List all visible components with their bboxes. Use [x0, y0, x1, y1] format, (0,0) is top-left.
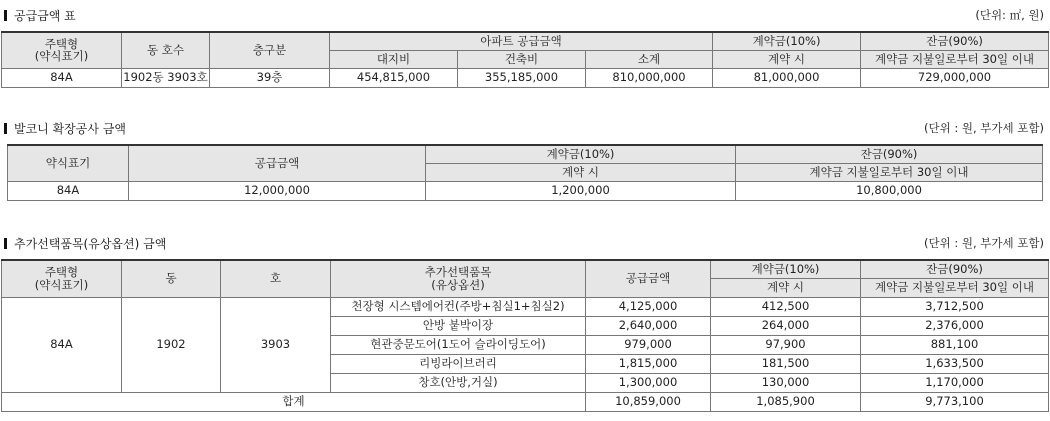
cell-supply-price: 1,815,000 — [586, 354, 711, 373]
total-deposit: 1,085,900 — [711, 392, 861, 411]
header-apt-price: 아파트 공급금액 — [330, 32, 713, 50]
header-deposit-timing: 계약 시 — [711, 278, 861, 297]
total-balance: 9,773,100 — [861, 392, 1049, 411]
cell-balance: 10,800,000 — [736, 181, 1043, 200]
cell-option-item: 창호(안방,거실) — [331, 373, 586, 392]
cell-deposit: 412,500 — [711, 297, 861, 316]
header-deposit: 계약금(10%) — [713, 32, 861, 50]
total-supply-price: 10,859,000 — [586, 392, 711, 411]
cell-option-item: 현관중문도어(1도어 슬라이딩도어) — [331, 335, 586, 354]
cell-option-item: 천장형 시스템에어컨(주방+침실1+침실2) — [331, 297, 586, 316]
cell-type: 84A — [8, 181, 129, 200]
header-deposit: 계약금(10%) — [711, 260, 861, 278]
cell-balance: 1,633,500 — [861, 354, 1049, 373]
total-row — [2, 392, 1049, 411]
section-title-options: 추가선택품목(유상옵션) 금액 — [4, 235, 166, 252]
header-dong-ho: 동 호수 — [122, 32, 210, 68]
cell-type: 84A — [2, 68, 122, 87]
cell-land: 454,815,000 — [330, 68, 458, 87]
cell-supply-price: 979,000 — [586, 335, 711, 354]
header-supply-price: 공급금액 — [586, 260, 711, 297]
header-balance-timing: 계약금 지불일로부터 30일 이내 — [861, 278, 1049, 297]
header-balance-timing: 계약금 지불일로부터 30일 이내 — [861, 50, 1049, 68]
unit-label: (단위 : 원, 부가세 포함) — [924, 236, 1044, 250]
table-row — [2, 68, 1049, 87]
cell-dong-ho: 1902동 3903호 — [122, 68, 210, 87]
header-house-type: 주택형 (약식표기) — [2, 260, 122, 297]
header-deposit: 계약금(10%) — [426, 145, 736, 163]
cell-supply-price: 1,300,000 — [586, 373, 711, 392]
cell-balance: 3,712,500 — [861, 297, 1049, 316]
cell-balance: 729,000,000 — [861, 68, 1049, 87]
cell-subtotal: 810,000,000 — [586, 68, 713, 87]
unit-label: (단위 : 원, 부가세 포함) — [924, 121, 1044, 135]
option-price-table — [1, 259, 1049, 412]
bullet-marker — [4, 238, 7, 249]
table-row — [2, 297, 1049, 316]
header-balance: 잔금(90%) — [861, 32, 1049, 50]
section-title-balcony: 발코니 확장공사 금액 — [4, 120, 126, 137]
bullet-marker — [4, 123, 7, 134]
cell-supply-price: 12,000,000 — [129, 181, 426, 200]
cell-type: 84A — [2, 297, 122, 392]
table-row — [8, 181, 1043, 200]
total-label: 합계 — [2, 392, 586, 411]
header-house-type: 주택형 (약식표기) — [2, 32, 122, 68]
header-dong: 동 — [122, 260, 221, 297]
cell-floor: 39층 — [210, 68, 330, 87]
cell-ho: 3903 — [221, 297, 331, 392]
cell-deposit: 81,000,000 — [713, 68, 861, 87]
cell-deposit: 1,200,000 — [426, 181, 736, 200]
cell-balance: 881,100 — [861, 335, 1049, 354]
bullet-marker — [4, 10, 7, 21]
header-deposit-timing: 계약 시 — [426, 163, 736, 181]
header-land: 대지비 — [330, 50, 458, 68]
supply-price-table — [1, 31, 1049, 88]
header-ho: 호 — [221, 260, 331, 297]
cell-balance: 1,170,000 — [861, 373, 1049, 392]
header-balance: 잔금(90%) — [861, 260, 1049, 278]
header-supply-price: 공급금액 — [129, 145, 426, 181]
header-type: 약식표기 — [8, 145, 129, 181]
header-building: 건축비 — [458, 50, 586, 68]
balcony-price-table — [7, 144, 1043, 201]
section-title-supply-price: 공급금액 표 — [4, 7, 76, 24]
header-balance: 잔금(90%) — [736, 145, 1043, 163]
header-option-item: 추가선택품목 (유상옵션) — [331, 260, 586, 297]
cell-supply-price: 4,125,000 — [586, 297, 711, 316]
cell-deposit: 130,000 — [711, 373, 861, 392]
cell-deposit: 264,000 — [711, 316, 861, 335]
cell-deposit: 97,900 — [711, 335, 861, 354]
cell-dong: 1902 — [122, 297, 221, 392]
unit-label: (단위: ㎡, 원) — [975, 8, 1044, 22]
cell-building: 355,185,000 — [458, 68, 586, 87]
cell-balance: 2,376,000 — [861, 316, 1049, 335]
cell-deposit: 181,500 — [711, 354, 861, 373]
header-balance-timing: 계약금 지불일로부터 30일 이내 — [736, 163, 1043, 181]
header-subtotal: 소계 — [586, 50, 713, 68]
cell-option-item: 안방 붙박이장 — [331, 316, 586, 335]
header-deposit-timing: 계약 시 — [713, 50, 861, 68]
cell-supply-price: 2,640,000 — [586, 316, 711, 335]
cell-option-item: 리빙라이브러리 — [331, 354, 586, 373]
header-floor: 층구분 — [210, 32, 330, 68]
